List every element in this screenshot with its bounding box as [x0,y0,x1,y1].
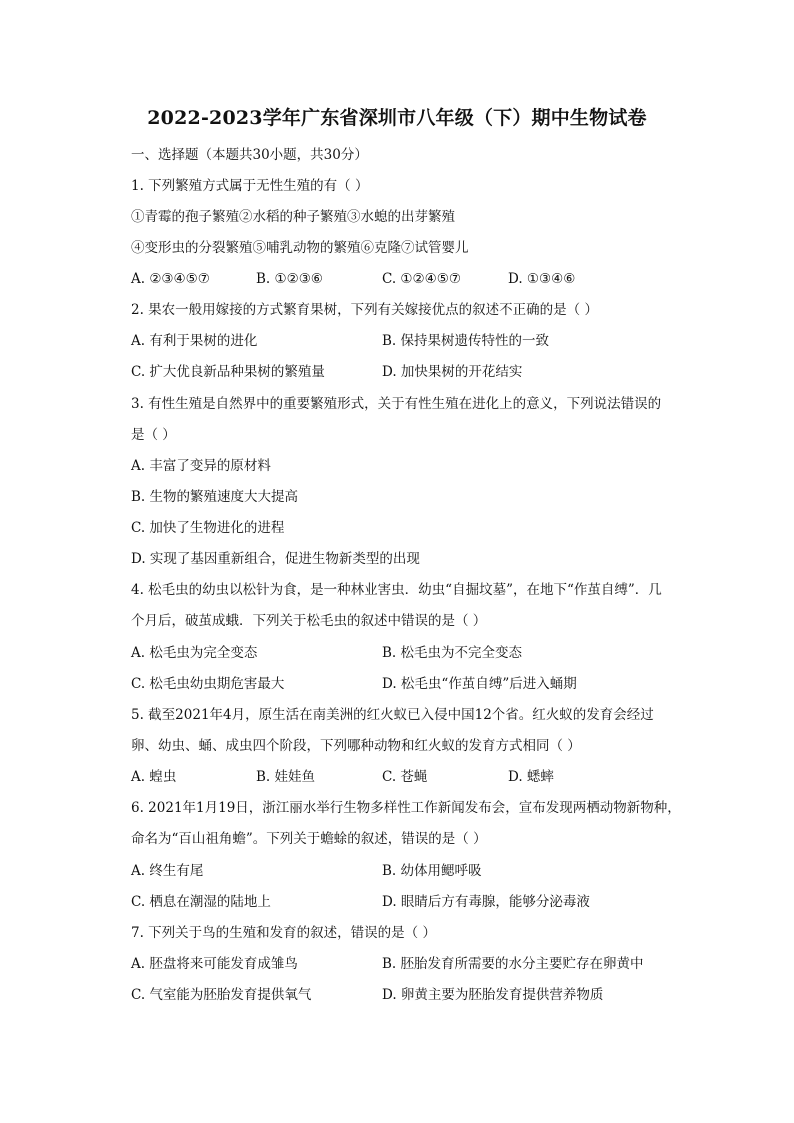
question-3-option-a: A. 丰富了变异的原材料 [131,458,271,474]
question-6-option-d: D. 眼睛后方有毒腺，能够分泌毒液 [382,894,590,910]
question-6-option-b: B. 幼体用鳃呼吸 [382,863,482,879]
question-5-option-a: A. 蝗虫 [131,769,177,785]
question-3-option-c: C. 加快了生物进化的进程 [131,520,285,536]
question-4-option-d: D. 松毛虫“作茧自缚”后进入蛹期 [382,676,577,692]
question-3-option-d: D. 实现了基因重新组合，促进生物新类型的出现 [131,551,420,567]
question-5-option-d: D. 蟋蟀 [508,769,554,785]
question-7-stem: 7. 下列关于鸟的生殖和发育的叙述，错误的是（ ） [131,925,436,941]
question-5-option-b: B. 娃娃鱼 [256,769,316,785]
question-4-option-a: A. 松毛虫为完全变态 [131,645,258,661]
question-2-option-d: D. 加快果树的开花结实 [382,364,523,380]
question-1-option-c: C. ①②④⑤⑦ [382,271,461,287]
question-4-option-c: C. 松毛虫幼虫期危害最大 [131,676,285,692]
exam-title: 2022-2023学年广东省深圳市八年级（下）期中生物试卷 [147,107,647,129]
question-1-option-a: A. ②③④⑤⑦ [131,271,210,287]
question-1-items-line-2: ④变形虫的分裂繁殖⑤哺乳动物的繁殖⑥克隆⑦试管婴儿 [131,240,469,256]
question-1-items-line-1: ①青霉的孢子繁殖②水稻的种子繁殖③水螅的出芽繁殖 [131,209,455,225]
question-6-stem-line-1: 6. 2021年1月19日，浙江丽水举行生物多样性工作新闻发布会，宣布发现两栖动物新物种， [131,800,681,816]
question-7-option-a: A. 胚盘将来可能发育成雏鸟 [131,956,298,972]
question-6-stem-line-2: 命名为“百山祖角蟾”。下列关于蟾蜍的叙述，错误的是（ ） [131,831,487,847]
question-2-option-b: B. 保持果树遗传特性的一致 [382,333,550,349]
question-2-stem: 2. 果农一般用嫁接的方式繁育果树，下列有关嫁接优点的叙述不正确的是（ ） [131,302,598,318]
question-4-stem-line-1: 4. 松毛虫的幼虫以松针为食，是一种林业害虫．幼虫“自掘坟墓”，在地下“作茧自缚”．几 [131,582,662,598]
question-6-option-c: C. 栖息在潮湿的陆地上 [131,894,271,910]
question-6-option-a: A. 终生有尾 [131,863,204,879]
question-2-option-a: A. 有利于果树的进化 [131,333,258,349]
question-2-option-c: C. 扩大优良新品种果树的繁殖量 [131,364,325,380]
question-5-stem-line-2: 卵、幼虫、蛹、成虫四个阶段，下列哪种动物和红火蚁的发育方式相同（ ） [131,738,581,754]
question-7-option-b: B. 胚胎发育所需要的水分主要贮存在卵黄中 [382,956,644,972]
section-heading: 一、选择题（本题共30小题，共30分） [131,147,368,163]
question-3-stem-line-1: 3. 有性生殖是自然界中的重要繁殖形式，关于有性生殖在进化上的意义，下列说法错误的 [131,396,662,412]
question-1-option-b: B. ①②③⑥ [256,271,323,287]
question-4-option-b: B. 松毛虫为不完全变态 [382,645,523,661]
question-5-option-c: C. 苍蝇 [382,769,428,785]
question-7-option-d: D. 卵黄主要为胚胎发育提供营养物质 [382,987,604,1003]
question-3-stem-line-2: 是（ ） [131,427,176,443]
question-3-option-b: B. 生物的繁殖速度大大提高 [131,489,299,505]
question-5-stem-line-1: 5. 截至2021年4月，原生活在南美洲的红火蚁已入侵中国12个省。红火蚁的发育会经过 [131,707,654,723]
question-1-stem: 1. 下列繁殖方式属于无性生殖的有（ ） [131,178,369,194]
question-4-stem-line-2: 个月后，破茧成蛾．下列关于松毛虫的叙述中错误的是（ ） [131,613,487,629]
question-1-option-d: D. ①③④⑥ [508,271,576,287]
question-7-option-c: C. 气室能为胚胎发育提供氧气 [131,987,312,1003]
